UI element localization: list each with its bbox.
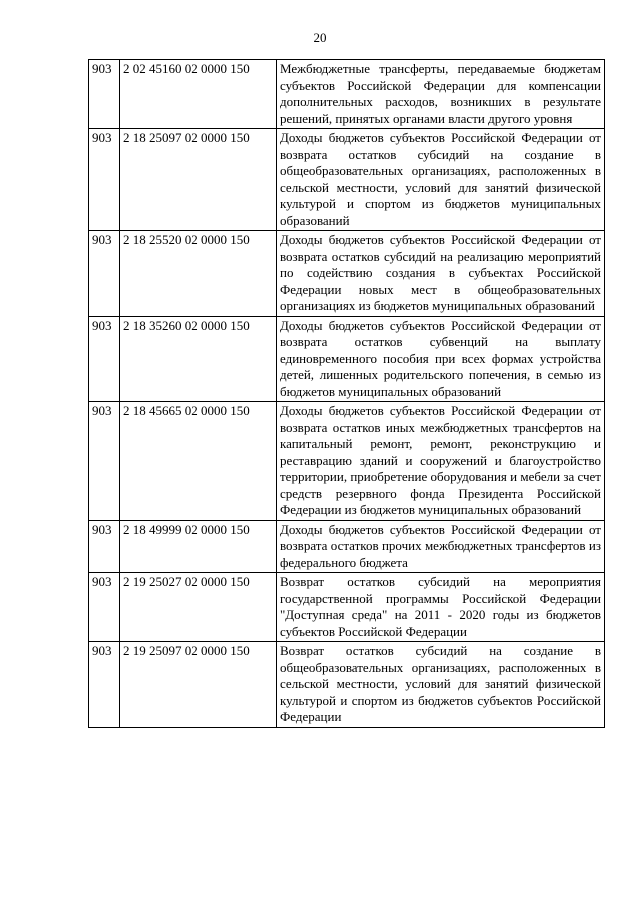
table-row (89, 402, 605, 521)
admin-code-cell: 903 (89, 642, 120, 728)
table-row (89, 642, 605, 728)
table-row (89, 129, 605, 231)
description-cell: Доходы бюджетов субъектов Российской Федерации от возврата остатков иных межбюджетных трансфертов на капитальный ремонт, ремонт, реконструкцию и реставрацию зданий и сооружений и благоустройство территории, приобретение оборудования и мебели за счет средств резервного фонда Президента Российской Федерации из бюджетов муниципальных образований (277, 402, 605, 521)
budget-code-cell: 2 18 49999 02 0000 150 (120, 520, 277, 573)
description-cell: Межбюджетные трансферты, передаваемые бюджетам субъектов Российской Федерации для компенсации дополнительных расходов, возникших в результате решений, принятых органами власти другого уровня (277, 60, 605, 129)
description-cell: Возврат остатков субсидий на мероприятия государственной программы Российской Федерации "Доступная среда" на 2011 - 2020 годы из бюджетов субъектов Российской Федерации (277, 573, 605, 642)
table-row (89, 231, 605, 317)
budget-code-cell: 2 19 25027 02 0000 150 (120, 573, 277, 642)
admin-code-cell: 903 (89, 60, 120, 129)
budget-code-cell: 2 18 35260 02 0000 150 (120, 316, 277, 402)
admin-code-cell: 903 (89, 129, 120, 231)
budget-code-cell: 2 18 45665 02 0000 150 (120, 402, 277, 521)
table-row (89, 60, 605, 129)
table-row (89, 316, 605, 402)
admin-code-cell: 903 (89, 316, 120, 402)
description-cell: Доходы бюджетов субъектов Российской Федерации от возврата остатков субсидий на создание в общеобразовательных организациях, расположенных в сельской местности, условий для занятий физической культурой и спортом из бюджетов муниципальных образований (277, 129, 605, 231)
budget-code-cell: 2 02 45160 02 0000 150 (120, 60, 277, 129)
admin-code-cell: 903 (89, 520, 120, 573)
description-cell: Возврат остатков субсидий на создание в общеобразовательных организациях, расположенных в сельской местности, условий для занятий физической культурой и спортом из бюджетов субъектов Российской Федерации (277, 642, 605, 728)
table-row (89, 520, 605, 573)
budget-classification-table (88, 59, 605, 728)
description-cell: Доходы бюджетов субъектов Российской Федерации от возврата остатков прочих межбюджетных трансфертов из федерального бюджета (277, 520, 605, 573)
budget-code-cell: 2 18 25097 02 0000 150 (120, 129, 277, 231)
budget-code-cell: 2 18 25520 02 0000 150 (120, 231, 277, 317)
description-cell: Доходы бюджетов субъектов Российской Федерации от возврата остатков субсидий на реализацию мероприятий по содействию создания в субъектах Российской Федерации новых мест в общеобразовательных организациях из бюджетов муниципальных образований (277, 231, 605, 317)
page-number: 20 (313, 30, 327, 45)
admin-code-cell: 903 (89, 231, 120, 317)
admin-code-cell: 903 (89, 402, 120, 521)
admin-code-cell: 903 (89, 573, 120, 642)
description-cell: Доходы бюджетов субъектов Российской Федерации от возврата остатков субвенций на выплату единовременного пособия при всех формах устройства детей, лишенных родительского попечения, в семью из бюджетов муниципальных образований (277, 316, 605, 402)
budget-code-cell: 2 19 25097 02 0000 150 (120, 642, 277, 728)
table-row (89, 573, 605, 642)
